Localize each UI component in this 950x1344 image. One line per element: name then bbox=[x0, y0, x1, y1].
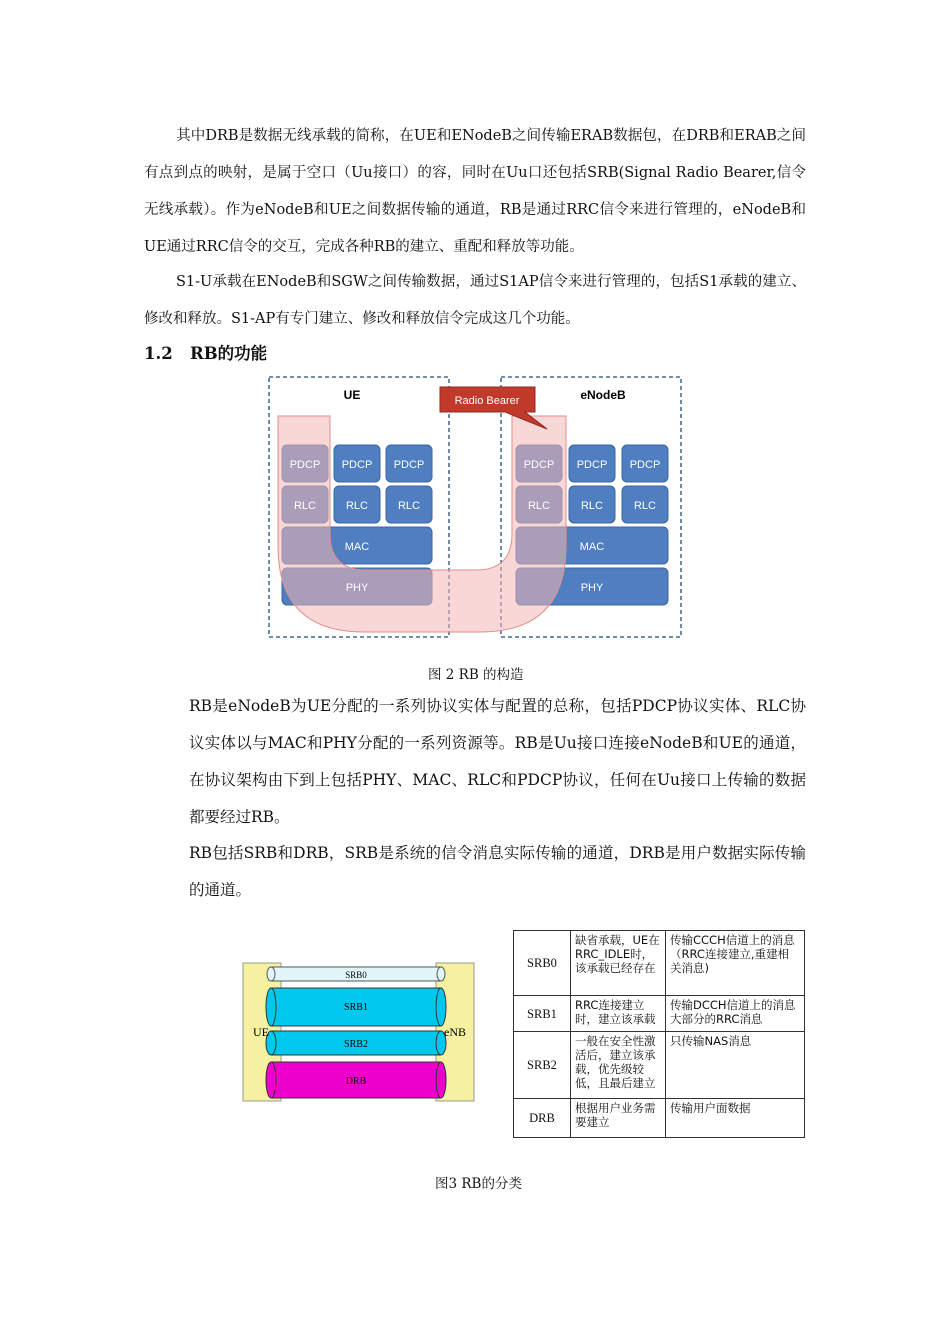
enb-end-label: eNB bbox=[444, 1025, 466, 1039]
ue-pdcp-1-label: PDCP bbox=[289, 459, 321, 471]
ue-end-label: UE bbox=[253, 1025, 269, 1039]
table-cell-when: 一般在安全性激活后，建立该承载，优先级较低，且最后建立 bbox=[571, 1032, 666, 1099]
figure-3-caption: 图3 RB的分类 bbox=[435, 1176, 522, 1192]
body-paragraph-4-text: RB包括SRB和DRB，SRB是系统的信令消息实际传输的通道，DRB是用户数据实际传输的通道。 bbox=[189, 844, 806, 899]
body-paragraph-3-text: RB是eNodeB为UE分配的一系列协议实体与配置的总称，包括PDCP协议实体、RLC协议实体以与MAC和PHY分配的一系列资源等。RB是Uu接口连接eNodeB和UE的通道，在协议架构由下到上包括PHY、MAC、RLC和PDCP协议，任何在Uu接口上传输的数据都要经过RB。 bbox=[189, 697, 806, 826]
enodeb-label: eNodeB bbox=[580, 388, 626, 402]
ue-pdcp-3-label: PDCP bbox=[393, 459, 425, 471]
pipe-label-srb0: SRB0 bbox=[345, 970, 367, 980]
table-cell-use: 传输DCCH信道上的消息大部分的RRC消息 bbox=[666, 996, 805, 1032]
table-cell-use: 传输CCCH信道上的消息（RRC连接建立,重建相关消息) bbox=[666, 931, 805, 996]
radio-bearer-callout bbox=[440, 387, 547, 429]
intro-paragraph-1 bbox=[144, 118, 806, 266]
table-row bbox=[514, 931, 805, 996]
table-row bbox=[514, 996, 805, 1032]
ue-label: UE bbox=[343, 388, 361, 402]
section-title: RB的功能 bbox=[190, 344, 268, 363]
figure-2-caption: 图 2 RB 的构造 bbox=[428, 667, 524, 683]
section-heading bbox=[144, 340, 267, 364]
enb-rlc-1-label: RLC bbox=[527, 500, 551, 512]
pipe-label-srb2: SRB2 bbox=[344, 1039, 368, 1050]
body-paragraph-3 bbox=[189, 688, 806, 836]
enb-rlc-2-label: RLC bbox=[580, 500, 604, 512]
enb-mac-label: MAC bbox=[579, 541, 605, 553]
table-cell-name: SRB1 bbox=[514, 996, 571, 1032]
ue-rlc-3-label: RLC bbox=[397, 500, 421, 512]
table-cell-use: 只传输NAS消息 bbox=[666, 1032, 805, 1099]
intro-paragraph-1-text: 其中DRB是数据无线承载的简称，在UE和ENodeB之间传输ERAB数据包，在DRB和ERAB之间有点到点的映射，是属于空口（Uu接口）的容，同时在Uu口还包括SRB(Signal Radio Bearer,信令无线承载）。作为eNodeB和UE之间数据传输的通道，RB是通过RRC信令来进行管理的，eNodeB和UE通过RRC信令的交互，完成各种RB的建立、重配和释放等功能。 bbox=[144, 128, 806, 255]
enb-rlc-3-label: RLC bbox=[633, 500, 657, 512]
table-cell-name: SRB0 bbox=[514, 931, 571, 996]
table-cell-when: 根据用户业务需要建立 bbox=[571, 1099, 666, 1138]
enb-pdcp-2-label: PDCP bbox=[576, 459, 608, 471]
intro-paragraph-2 bbox=[144, 264, 806, 338]
table-cell-when: 缺省承载，UE在RRC_IDLE时，该承载已经存在 bbox=[571, 931, 666, 996]
enb-pdcp-3-label: PDCP bbox=[629, 459, 661, 471]
section-number: 1.2 bbox=[144, 344, 173, 363]
radio-bearer-label: Radio Bearer bbox=[454, 395, 520, 407]
ue-rlc-1-label: RLC bbox=[293, 500, 317, 512]
table-row bbox=[514, 1099, 805, 1138]
ue-phy-label: PHY bbox=[345, 582, 369, 594]
figure-2-rb-structure bbox=[265, 374, 685, 642]
table-cell-name: DRB bbox=[514, 1099, 571, 1138]
ue-rlc-2-label: RLC bbox=[345, 500, 369, 512]
figure-3-rb-pipes bbox=[240, 960, 480, 1106]
ue-pdcp-2-label: PDCP bbox=[341, 459, 373, 471]
enb-phy-label: PHY bbox=[580, 582, 604, 594]
intro-paragraph-2-text: S1-U承载在ENodeB和SGW之间传输数据，通过S1AP信令来进行管理的，包括S1承载的建立、修改和释放。S1-AP有专门建立、修改和释放信令完成这几个功能。 bbox=[144, 274, 806, 327]
table-cell-when: RRC连接建立时，建立该承载 bbox=[571, 996, 666, 1032]
table-row bbox=[514, 1032, 805, 1099]
table-cell-name: SRB2 bbox=[514, 1032, 571, 1099]
table-cell-use: 传输用户面数据 bbox=[666, 1099, 805, 1138]
ue-mac-label: MAC bbox=[344, 541, 370, 553]
enb-pdcp-1-label: PDCP bbox=[523, 459, 555, 471]
rb-classification-table bbox=[513, 930, 805, 1138]
pipe-label-srb1: SRB1 bbox=[344, 1002, 368, 1013]
pipe-label-drb: DRB bbox=[345, 1076, 367, 1087]
body-paragraph-4 bbox=[189, 835, 806, 909]
